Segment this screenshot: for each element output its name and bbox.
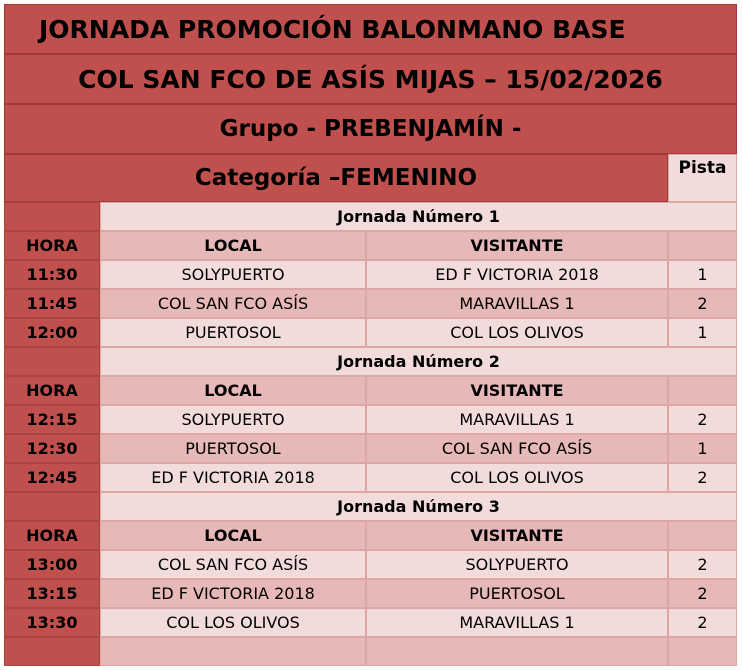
sheet-title: JORNADA PROMOCIÓN BALONMANO BASE bbox=[4, 4, 737, 54]
match-row bbox=[4, 318, 737, 347]
empty-cell bbox=[366, 637, 668, 666]
hora-header: HORA bbox=[4, 376, 100, 405]
jornada-title: Jornada Número 1 bbox=[100, 202, 737, 231]
match-pista: 2 bbox=[668, 289, 737, 318]
match-row bbox=[4, 260, 737, 289]
hora-header: HORA bbox=[4, 521, 100, 550]
match-row bbox=[4, 405, 737, 434]
local-header: LOCAL bbox=[100, 376, 366, 405]
match-local: SOLYPUERTO bbox=[100, 260, 366, 289]
match-pista: 2 bbox=[668, 463, 737, 492]
match-row bbox=[4, 289, 737, 318]
match-row bbox=[4, 550, 737, 579]
pista-header-cell bbox=[668, 231, 737, 260]
match-pista: 2 bbox=[668, 608, 737, 637]
column-header-row bbox=[4, 231, 737, 260]
pista-header-cell bbox=[668, 376, 737, 405]
match-pista: 2 bbox=[668, 550, 737, 579]
match-row bbox=[4, 579, 737, 608]
match-visitante: COL LOS OLIVOS bbox=[366, 463, 668, 492]
hora-header: HORA bbox=[4, 231, 100, 260]
match-visitante: ED F VICTORIA 2018 bbox=[366, 260, 668, 289]
match-pista: 1 bbox=[668, 260, 737, 289]
match-local: ED F VICTORIA 2018 bbox=[100, 463, 366, 492]
visitante-header: VISITANTE bbox=[366, 231, 668, 260]
jornada-spacer bbox=[4, 492, 100, 521]
match-local: COL LOS OLIVOS bbox=[100, 608, 366, 637]
jornada-title-row bbox=[4, 347, 737, 376]
match-pista: 1 bbox=[668, 318, 737, 347]
jornada-title: Jornada Número 3 bbox=[100, 492, 737, 521]
venue-date: COL SAN FCO DE ASÍS MIJAS – 15/02/2026 bbox=[4, 54, 737, 104]
empty-cell bbox=[4, 637, 100, 666]
local-header: LOCAL bbox=[100, 521, 366, 550]
match-visitante: PUERTOSOL bbox=[366, 579, 668, 608]
match-time: 12:15 bbox=[4, 405, 100, 434]
match-local: COL SAN FCO ASÍS bbox=[100, 289, 366, 318]
column-header-row bbox=[4, 521, 737, 550]
match-time: 12:45 bbox=[4, 463, 100, 492]
match-local: PUERTOSOL bbox=[100, 434, 366, 463]
pista-header: Pista bbox=[668, 154, 737, 202]
empty-row bbox=[4, 637, 737, 666]
match-time: 13:00 bbox=[4, 550, 100, 579]
match-local: COL SAN FCO ASÍS bbox=[100, 550, 366, 579]
match-visitante: MARAVILLAS 1 bbox=[366, 289, 668, 318]
match-visitante: MARAVILLAS 1 bbox=[366, 405, 668, 434]
match-local: PUERTOSOL bbox=[100, 318, 366, 347]
empty-cell bbox=[668, 637, 737, 666]
category-label: Categoría –FEMENINO bbox=[4, 154, 668, 202]
visitante-header: VISITANTE bbox=[366, 376, 668, 405]
category-row bbox=[4, 154, 737, 202]
group-label: Grupo - PREBENJAMÍN - bbox=[4, 104, 737, 154]
jornada-title-row bbox=[4, 202, 737, 231]
match-pista: 2 bbox=[668, 579, 737, 608]
match-pista: 1 bbox=[668, 434, 737, 463]
match-visitante: COL SAN FCO ASÍS bbox=[366, 434, 668, 463]
match-local: SOLYPUERTO bbox=[100, 405, 366, 434]
jornada-title-row bbox=[4, 492, 737, 521]
visitante-header: VISITANTE bbox=[366, 521, 668, 550]
match-time: 11:45 bbox=[4, 289, 100, 318]
match-visitante: SOLYPUERTO bbox=[366, 550, 668, 579]
match-time: 12:30 bbox=[4, 434, 100, 463]
jornada-spacer bbox=[4, 347, 100, 376]
match-row bbox=[4, 608, 737, 637]
match-visitante: MARAVILLAS 1 bbox=[366, 608, 668, 637]
pista-header-cell bbox=[668, 521, 737, 550]
match-time: 12:00 bbox=[4, 318, 100, 347]
empty-cell bbox=[100, 637, 366, 666]
jornada-spacer bbox=[4, 202, 100, 231]
schedule-sheet bbox=[4, 4, 737, 666]
match-local: ED F VICTORIA 2018 bbox=[100, 579, 366, 608]
jornada-title: Jornada Número 2 bbox=[100, 347, 737, 376]
match-row bbox=[4, 463, 737, 492]
match-time: 11:30 bbox=[4, 260, 100, 289]
match-time: 13:30 bbox=[4, 608, 100, 637]
match-pista: 2 bbox=[668, 405, 737, 434]
match-visitante: COL LOS OLIVOS bbox=[366, 318, 668, 347]
column-header-row bbox=[4, 376, 737, 405]
local-header: LOCAL bbox=[100, 231, 366, 260]
match-time: 13:15 bbox=[4, 579, 100, 608]
match-row bbox=[4, 434, 737, 463]
